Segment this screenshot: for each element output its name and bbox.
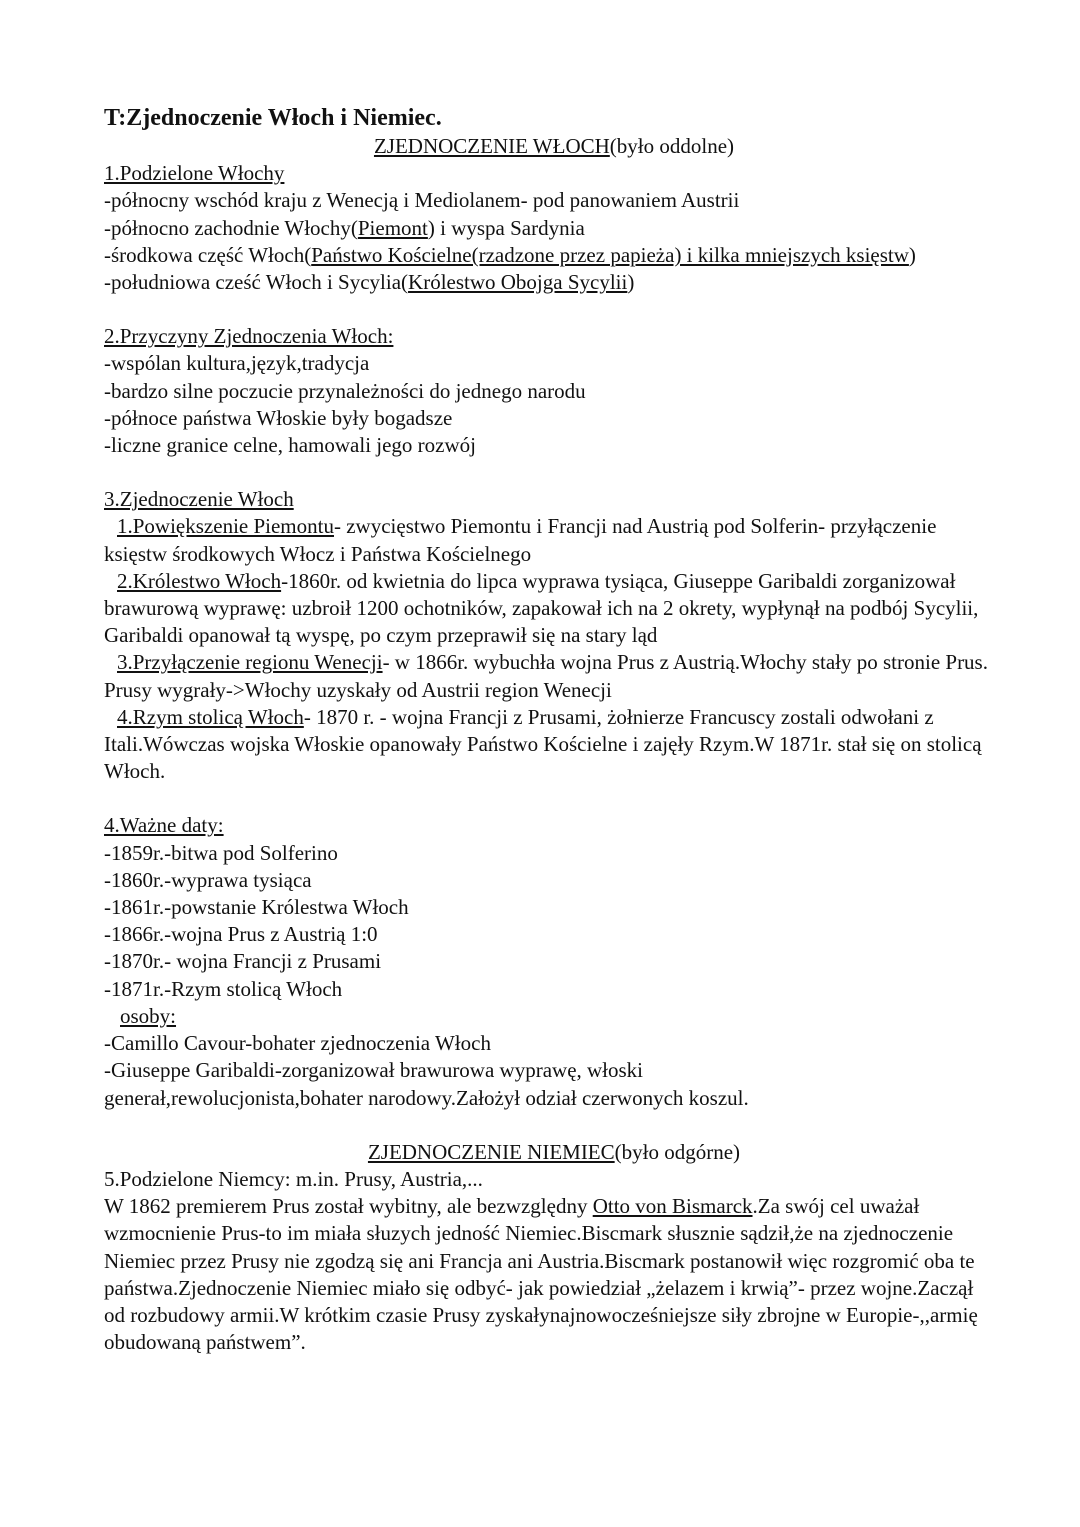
section-4-title [104, 812, 1004, 839]
underlined-term: Państwo Kościelne(rzadzone przez papieża) i kilka mniejszych księstw [311, 242, 909, 267]
person-2: -Giuseppe Garibaldi-zorganizował brawurowa wyprawę, włoski generał,rewolucjonista,bohater narodowy.Założył odział czerwonych koszul. [104, 1058, 749, 1110]
section-2-title [104, 323, 1004, 350]
text-part: -południowa cześć Włoch i Sycylia( [104, 270, 409, 295]
person-1: -Camillo Cavour-bohater zjednoczenia Włoch [104, 1031, 491, 1056]
document-page [104, 103, 1004, 1356]
section-1-line-2 [104, 215, 1004, 242]
text-part: -północno zachodnie Włochy( [104, 215, 358, 240]
underlined-term: Królestwo Obojga Sycylii [408, 270, 628, 295]
section-3-point-3 [104, 649, 1004, 703]
section-1-title [104, 160, 1004, 187]
text-part: ) [627, 270, 635, 295]
text-part: -środkowa część Włoch( [104, 242, 312, 267]
date-item: -1870r.- wojna Francji z Prusami [104, 949, 382, 974]
germany-heading [104, 1139, 1004, 1166]
section-3-title [104, 486, 1004, 513]
germany-paragraph [104, 1193, 984, 1356]
section-3-point-2 [104, 568, 1004, 650]
text-part: - 1870 r. - wojna Francji z Prusami, żołnierze Francuscy zostali odwołani z Itali.Wówczas wojska Włoskie opanowały Państwo Kościelne i zajęły Rzym.W 1871r. stał się on stolicą Włoch. [104, 704, 982, 784]
document-title: T:Zjednoczenie Włoch i Niemiec. [104, 105, 442, 131]
section-1-line-3 [104, 242, 954, 269]
date-item: -1866r.-wojna Prus z Austrią 1:0 [104, 922, 378, 947]
text-part: ) [908, 242, 916, 267]
section-2-line-4: -liczne granice celne, hamowali jego rozwój [104, 433, 476, 458]
section-2-line-1: -wspólan kultura,język,tradycja [104, 351, 370, 376]
section-3-point-1 [104, 513, 1004, 567]
text-part: - zwycięstwo Piemontu i Francji nad Austrią pod Solferin- przyłączenie księstw środkowych Włocz i Państwa Kościelnego [104, 514, 937, 566]
text-part: - w 1866r. wybuchła wojna Prus z Austrią.Włochy stały po stronie Prus. Prusy wygrały->Włochy uzyskały od Austrii region Wenecji [104, 650, 988, 702]
section-3-title-text: 3.Zjednoczenie Włoch [104, 487, 294, 512]
date-item: -1861r.-powstanie Królestwa Włoch [104, 895, 409, 920]
underlined-term: Otto von Bismarck [592, 1194, 753, 1219]
text-part: ) i wyspa Sardynia [427, 215, 585, 240]
date-item: -1871r.-Rzym stolicą Włoch [104, 976, 343, 1001]
text-part: .Za swój cel uważał wzmocnienie Prus-to im miała słuzych jedność Niemiec.Biscmark słusznie sądził,że na zjednoczenie Niemiec przez Prusy nie zgodzą się ani Francja ani Austria.Biscmark postanowił więc rozgromić oba te państwa.Zjednoczenie Niemiec miało się odbyć- jak powiedział „żelazem i krwią”- przez wojne.Zaczął od rozbudowy armii.W krótkim czasie Prusy zyskałynajnowocześniejsze siły zbrojne w Europie-,,armię obudowaną państwem”. [104, 1194, 978, 1355]
italy-heading-text: ZJEDNOCZENIE WŁOCH [373, 134, 610, 158]
date-item: -1860r.-wyprawa tysiąca [104, 867, 312, 892]
section-2-line-3: -północe państwa Włoskie były bogadsze [104, 405, 453, 430]
persons-title [104, 1003, 1004, 1030]
text-part: W 1862 premierem Prus został wybitny, ale bezwzględny [104, 1194, 593, 1219]
underlined-term: 1.Powiększenie Piemontu [117, 514, 334, 539]
date-item: -1859r.-bitwa pod Solferino [104, 840, 338, 865]
section-1-line-1: -północny wschód kraju z Wenecją i Mediolanem- pod panowaniem Austrii [104, 188, 740, 213]
section-2-title-text: 2.Przyczyny Zjednoczenia Włoch: [104, 324, 394, 349]
underlined-term: 4.Rzym stolicą Włoch [117, 704, 304, 729]
germany-heading-text: ZJEDNOCZENIE NIEMIEC [367, 1139, 615, 1164]
underlined-term: Piemont [357, 215, 428, 240]
section-5-title: 5.Podzielone Niemcy: m.in. Prusy, Austria,... [104, 1166, 483, 1191]
italy-heading-note: (było oddolne) [609, 134, 735, 158]
underlined-term: 3.Przyłączenie regionu Wenecji [117, 650, 383, 675]
text-part: -1860r. od kwietnia do lipca wyprawa tysiąca, Giuseppe Garibaldi zorganizował brawurową wyprawę: uzbroił 1200 ochotników, zapakował ich na 2 okrety, wypłynął na podbój Sycylii, Garibaldi opanował tą wyspę, po czym przeprawił się na stary ląd [104, 568, 979, 648]
section-1-line-4 [104, 269, 1004, 296]
section-2-line-2: -bardzo silne poczucie przynależności do jednego narodu [104, 378, 586, 403]
germany-heading-note: (było odgórne) [614, 1139, 741, 1164]
section-3-point-4 [104, 704, 1004, 786]
section-1-title-text: 1.Podzielone Włochy [104, 161, 285, 186]
italy-heading [104, 133, 1004, 160]
underlined-term: 2.Królestwo Włoch [117, 568, 282, 593]
section-4-title-text: 4.Ważne daty: [104, 813, 224, 838]
persons-title-text: osoby: [120, 1003, 177, 1028]
